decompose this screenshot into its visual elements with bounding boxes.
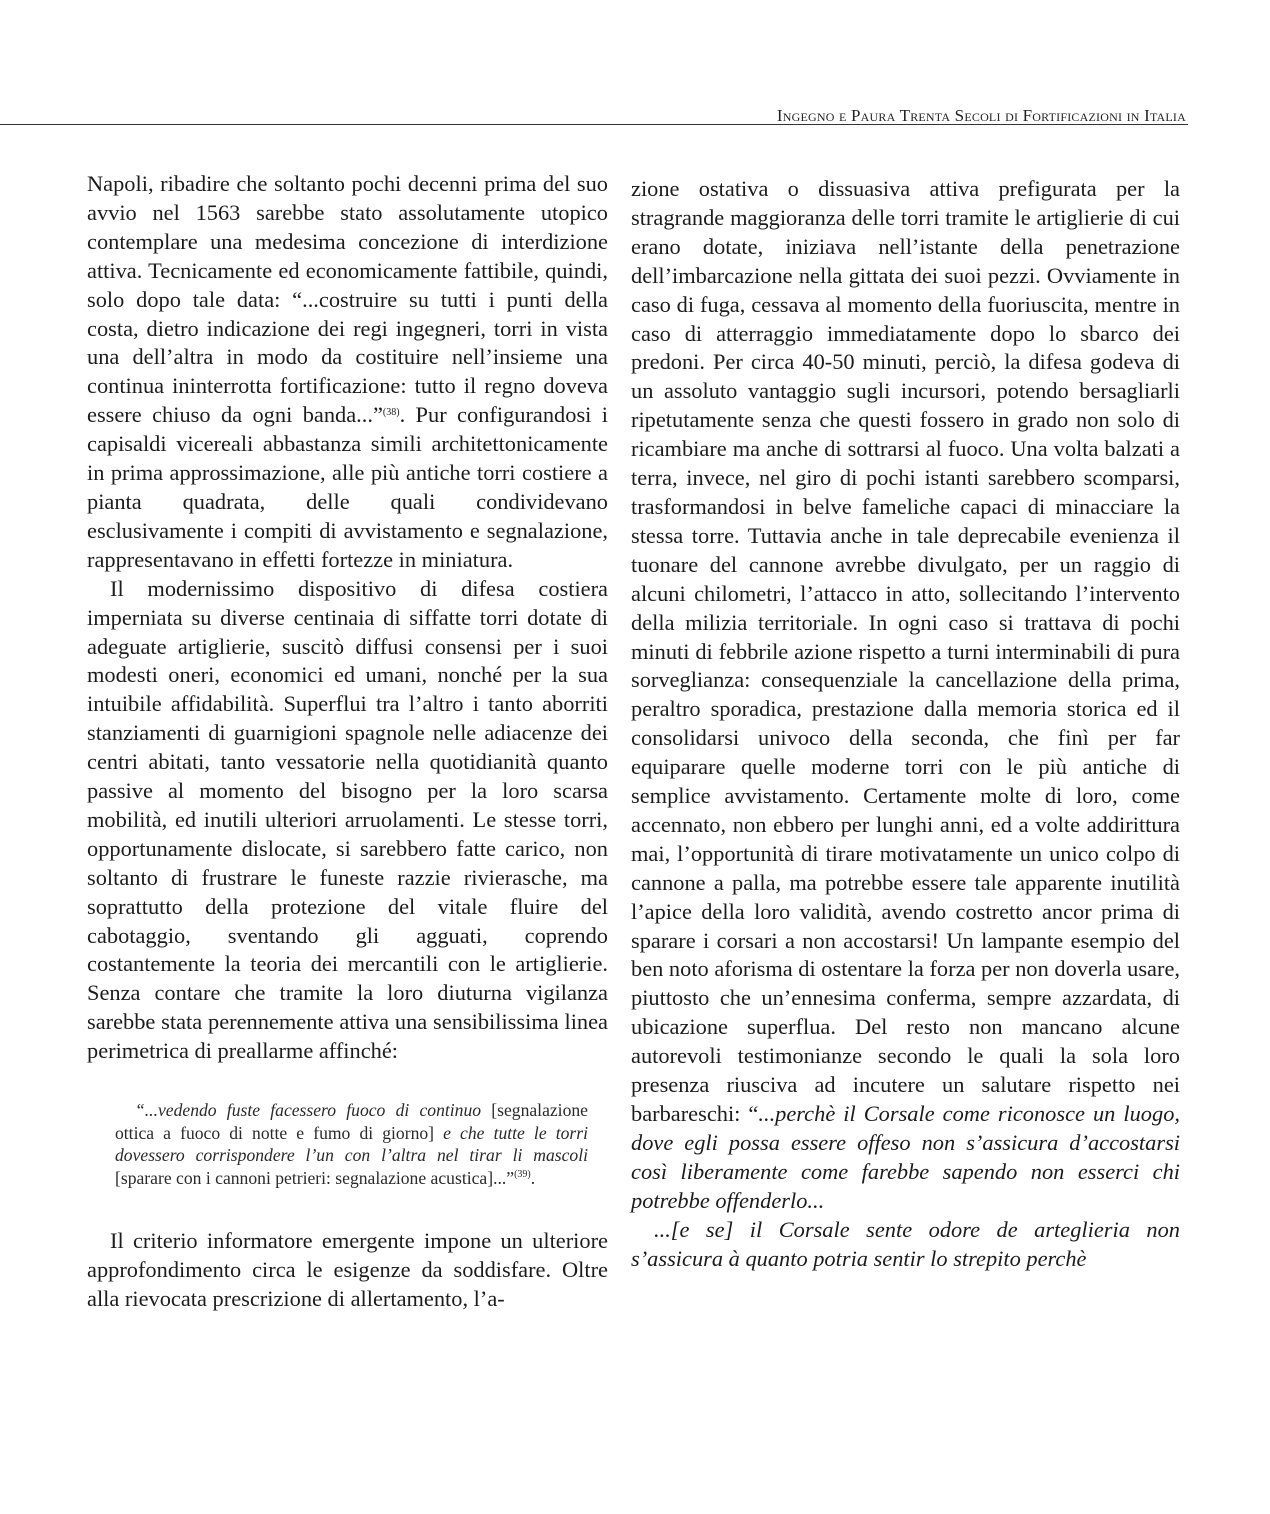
footnote-ref-39: (39)	[514, 1168, 531, 1180]
right-paragraph-1-quote: ...perchè il Corsale come riconosce un luogo, dove egli possa essere offeso non s’assicura d’accostarsi così liberamente come farebbe sapendo non esserci chi potrebbe offenderlo...	[631, 1101, 1180, 1213]
right-paragraph-2-quote: ...[e se] il Corsale sente odore de arteglieria non s’assicura à quanto potria sentir lo strepito perchè	[631, 1216, 1180, 1271]
quote-gloss-2: [sparare con i cannoni petrieri: segnalazione acustica]...”	[115, 1167, 515, 1188]
left-paragraph-2: Il modernissimo dispositivo di difesa costiera imperniata su diverse centinaia di siffatte torri dotate di adeguate artiglierie, suscitò diffusi consensi per i suoi modesti oneri, economici ed umani, nonché per la sua intuibile affidabilità. Superflui tra l’altro i tanto aborriti stanziamenti di guarnigioni spagnole nelle adiacenze dei centri abitati, tanto vessatorie nella quotidianità quanto passive al momento del bisogno per la loro scarsa mobilità, ed inutili ulteriori arruolamenti. Le stesse torri, opportunamente dislocate, si sarebbero fatte carico, non soltanto di frustrare le funeste razzie rivierasche, ma soprattutto della protezione del vitale fluire del cabotaggio, sventando gli agguati, coprendo costantemente la teoria dei mercantili con le artiglierie. Senza contare che tramite la loro diuturna vigilanza sarebbe stata perennemente attiva una sensibilissima linea perimetrica di preallarme affinché:	[87, 575, 608, 1064]
quote-end: .	[530, 1167, 536, 1188]
left-paragraph-1	[87, 170, 608, 575]
right-column	[631, 175, 1180, 1273]
footnote-ref-38: (38)	[382, 407, 400, 419]
left-paragraph-3: Il criterio informatore emergente impone un ulteriore approfondimento circa le esigenze da soddisfare. Oltre alla rievocata prescrizione di allertamento, l’a-	[87, 1228, 608, 1311]
left-column	[87, 170, 608, 1314]
header-rule	[0, 124, 1188, 125]
right-paragraph-2	[631, 1216, 1180, 1274]
quote-italic-2: e che tutte le torri dovessero corrispondere l’un con l’altra nel tirar li mascoli	[115, 1122, 588, 1166]
right-paragraph-1	[631, 175, 1180, 1216]
block-quote-text	[115, 1099, 588, 1189]
running-head: Ingegno e Paura Trenta Secoli di Fortificazioni in Italia	[776, 106, 1186, 125]
left-paragraph-1-text-b: . Pur configurandosi i capisaldi vicereali abbastanza simili architettonicamente in prima approssimazione, alle più antiche torri costiere a pianta quadrata, delle quali condividevano esclusivamente i compiti di avvistamento e segnalazione, rappresentavano in effetti fortezze in miniatura.	[87, 402, 608, 572]
quote-italic-1: “...vedendo fuste facessero fuoco di continuo	[135, 1100, 482, 1121]
quote-gloss-1: [segnalazione ottica a fuoco di notte e fumo di giorno]	[115, 1100, 588, 1143]
right-paragraph-1-text: zione ostativa o dissuasiva attiva prefigurata per la stragrande maggioranza delle torri tramite le artiglierie di cui erano dotate, iniziava nell’istante della penetrazione dell’imbarcazione nella gittata dei suoi pezzi. Ovviamente in caso di fuga, cessava al momento della fuoriuscita, mentre in caso di atterraggio immediatamente dopo lo sbarco dei predoni. Per circa 40-50 minuti, perciò, la difesa godeva di un assoluto vantaggio sugli incursori, potendo bersagliarli ripetutamente senza che questi fossero in grado non solo di ricambiare ma anche di sottrarsi al fuoco. Una volta balzati a terra, invece, nel giro di pochi istanti sarebbero scomparsi, trasformandosi in belve fameliche capaci di minacciare la stessa torre. Tuttavia anche in tale deprecabile evenienza il tuonare del cannone avrebbe divulgato, per un raggio di alcuni chilometri, l’attacco in atto, sollecitando l’intervento della milizia territoriale. In ogni caso si trattava di pochi minuti di febbrile azione rispetto a turni interminabili di pura sorveglianza: consequenziale la cancellazione della prima, peraltro sporadica, prestazione dalla memoria storica ed il consolidarsi univoco della seconda, che finì per far equiparare quelle moderne torri con le più antiche di semplice avvistamento. Certamente molte di loro, come accennato, non ebbero per lunghi anni, ed a volte addirittura mai, l’opportunità di tirare motivatamente un unico colpo di cannone a palla, ma potrebbe essere tale apparente inutilità l’apice della loro validità, avendo costretto ancor prima di sparare i corsari a non accostarsi! Un lampante esempio del ben noto aforisma di ostentare la forza per non doverla usare, piuttosto che un’ennesima conferma, sempre azzardata, di ubicazione superflua. Del resto non mancano alcune autorevoli testimonianze secondo le quali la sola loro presenza riusciva ad incutere un salutare rispetto nei barbareschi: “	[631, 176, 1180, 1126]
left-paragraph-1-text-a: Napoli, ribadire che soltanto pochi decenni prima del suo avvio nel 1563 sarebbe stato assolutamente utopico contemplare una medesima concezione di interdizione attiva. Tecnicamente ed economicamente fattibile, quindi, solo dopo tale data: “...costruire su tutti i punti della costa, dietro indicazione dei regi ingegneri, torri in vista una dell’altra in modo da costituire nell’insieme una continua ininterrotta fortificazione: tutto il regno doveva essere chiuso da ogni banda...”	[87, 171, 608, 428]
block-quote	[115, 1099, 588, 1189]
